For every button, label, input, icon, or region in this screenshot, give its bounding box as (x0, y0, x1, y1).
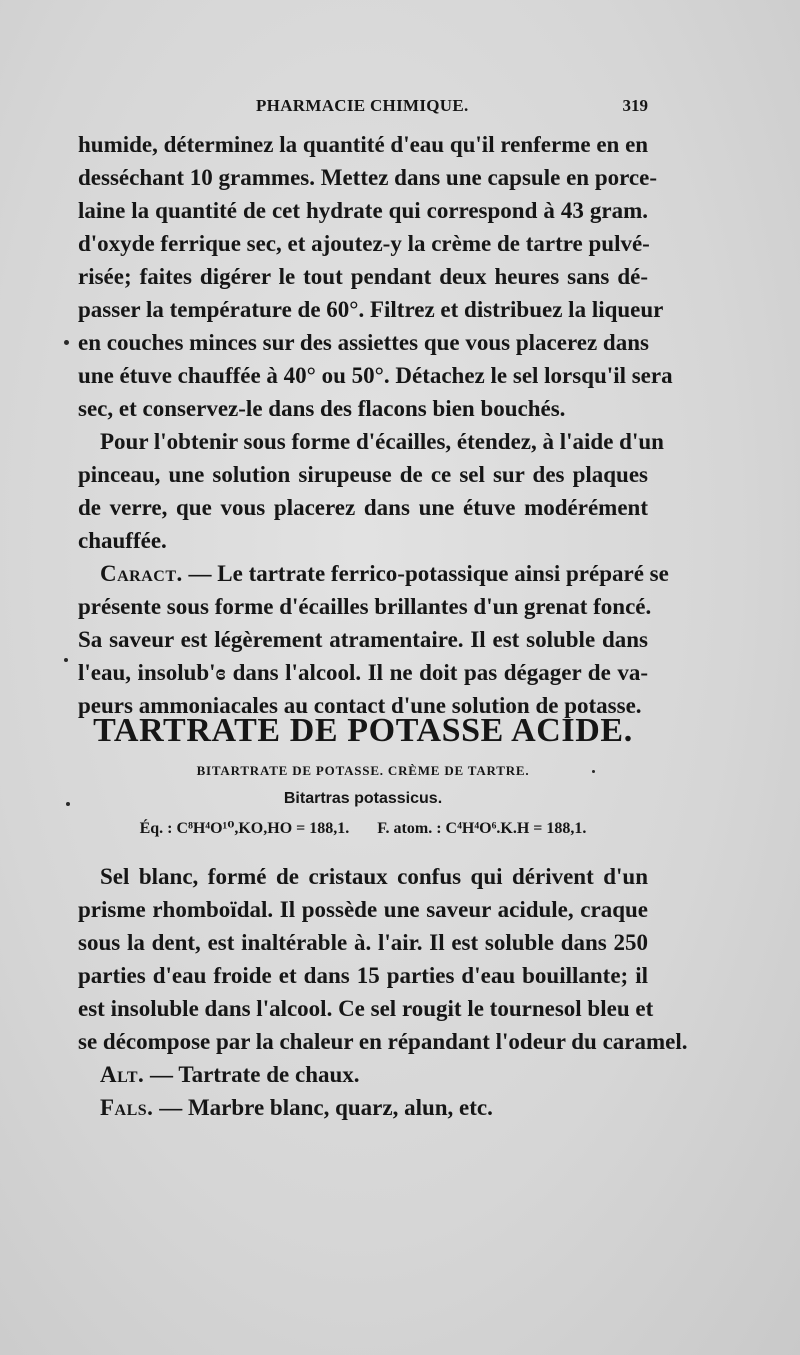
ink-speck (64, 340, 69, 345)
text-line (78, 557, 669, 590)
text-line: se décompose par la chaleur en répandant l'odeur du caramel. (78, 1029, 688, 1054)
text-line: parties d'eau froide et dans 15 parties d'eau bouillante; il (78, 963, 648, 988)
text-run: — Le tartrate ferrico-potassique ainsi préparé se (182, 561, 669, 586)
text-line: pinceau, une solution sirupeuse de ce sel sur des plaques (78, 462, 648, 487)
text-run: — Marbre blanc, quarz, alun, etc. (153, 1095, 493, 1120)
ink-speck (64, 658, 68, 662)
text-line: présente sous forme d'écailles brillantes d'un grenat foncé. (78, 594, 652, 619)
ink-speck (592, 770, 595, 773)
text-line: desséchant 10 grammes. Mettez dans une capsule en porce- (78, 165, 657, 190)
ink-speck (66, 802, 70, 806)
paragraph-falsification (78, 1091, 648, 1124)
formula-line (78, 818, 648, 838)
alt-label: Alt. (100, 1062, 145, 1087)
text-line (78, 1091, 648, 1124)
text-run: — Tartrate de chaux. (144, 1062, 360, 1087)
body-text-bottom (78, 860, 688, 1124)
text-line (78, 1058, 648, 1091)
text-line: en couches minces sur des assiettes que vous placerez dans (78, 330, 649, 355)
text-line: passer la température de 60°. Filtrez et distribuez la liqueur (78, 297, 664, 322)
text-line: Sa saveur est légèrement atramentaire. Il est soluble dans (78, 627, 648, 652)
page-header (78, 96, 648, 118)
formula-equivalent: Éq. : C⁸H⁴O¹⁰,KO,HO = 188,1. (139, 820, 350, 837)
fals-label: Fals. (100, 1095, 154, 1120)
latin-name: Bitartras potassicus. (283, 790, 443, 807)
text-line: Sel blanc, formé de cristaux confus qui dérivent d'un (100, 864, 648, 889)
text-line: l'eau, insolub'ɞ dans l'alcool. Il ne doit pas dégager de va- (78, 660, 648, 685)
running-title: PHARMACIE CHIMIQUE. (256, 96, 469, 115)
formula-atomic: F. atom. : C⁴H⁴O⁶.K.H = 188,1. (377, 820, 587, 837)
text-line: laine la quantité de cet hydrate qui correspond à 43 gram. (78, 198, 648, 223)
text-line: risée; faites digérer le tout pendant deux heures sans dé- (78, 264, 648, 289)
text-line: chauffée. (78, 528, 167, 553)
text-line: sec, et conservez-le dans des flacons bien bouchés. (78, 396, 566, 421)
text-line: peurs ammoniacales au contact d'une solution de potasse. (78, 693, 642, 718)
text-line: de verre, que vous placerez dans une étuve modérément (78, 495, 648, 520)
section-subtitle: BITARTRATE DE POTASSE. CRÈME DE TARTRE. (196, 763, 530, 778)
paragraph-scales (78, 425, 664, 557)
paragraph-characteristics (78, 557, 669, 722)
section-title: TARTRATE DE POTASSE ACIDE. (93, 712, 633, 749)
text-line: une étuve chauffée à 40° ou 50°. Détachez le sel lorsqu'il sera (78, 363, 673, 388)
paragraph-description (78, 860, 688, 1058)
text-line: humide, déterminez la quantité d'eau qu'il renferme en en (78, 132, 649, 157)
page-number: 319 (622, 96, 648, 115)
paragraph-alteration (78, 1058, 648, 1091)
text-line: prisme rhomboïdal. Il possède une saveur acidule, craque (78, 897, 648, 922)
text-line: est insoluble dans l'alcool. Ce sel rougit le tournesol bleu et (78, 996, 654, 1021)
caract-label: Caract. (100, 561, 183, 586)
text-line: sous la dent, est inaltérable à. l'air. Il est soluble dans 250 (78, 930, 648, 955)
text-line: Pour l'obtenir sous forme d'écailles, étendez, à l'aide d'un (100, 429, 664, 454)
paragraph-preparation (78, 128, 673, 425)
body-text-top (78, 128, 673, 722)
text-line: d'oxyde ferrique sec, et ajoutez-y la crème de tartre pulvé- (78, 231, 650, 256)
